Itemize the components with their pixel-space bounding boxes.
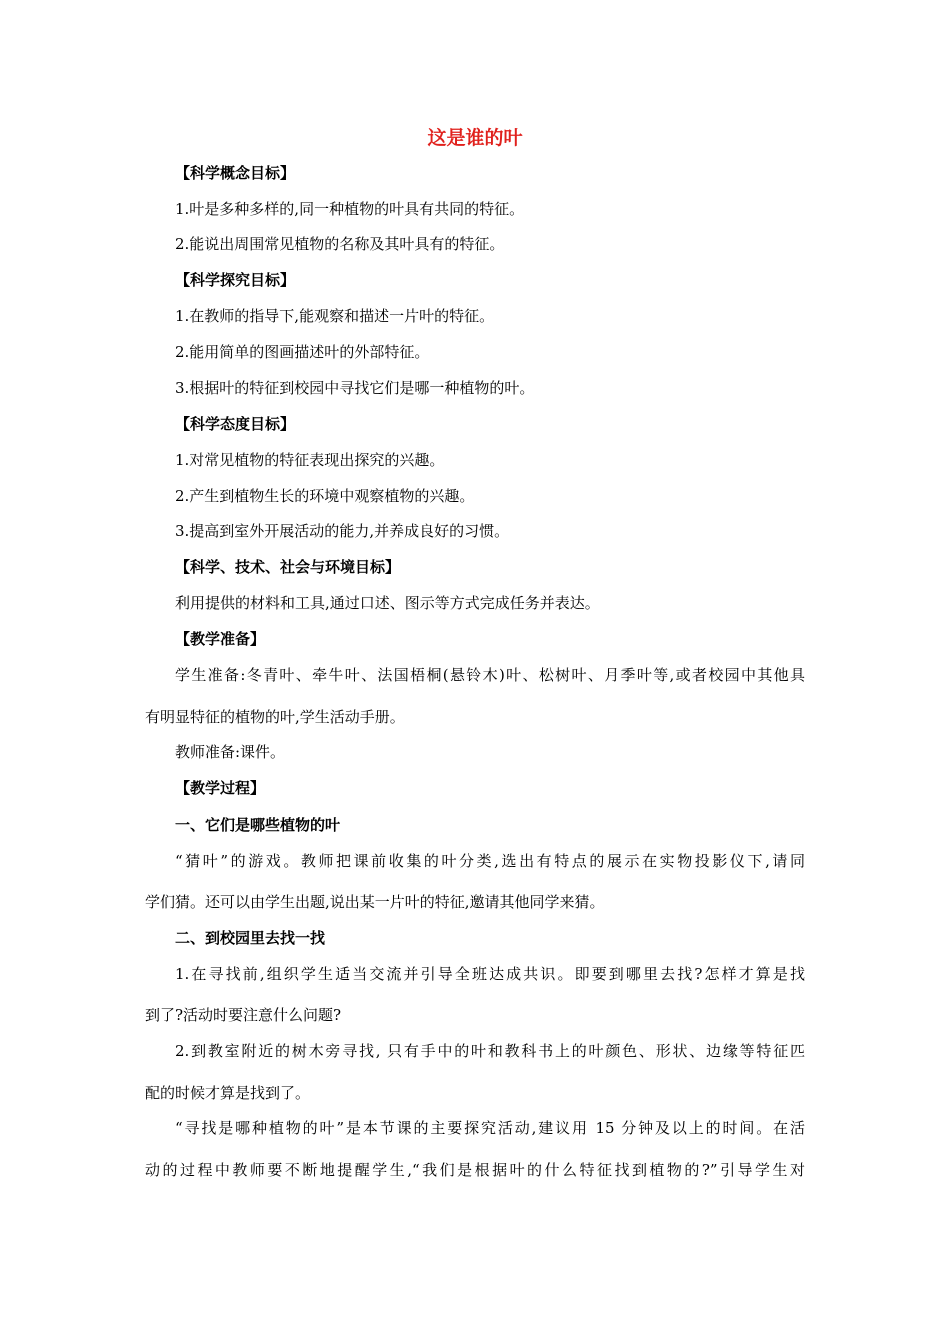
- prep-student-line-2: 有明显特征的植物的叶,学生活动手册。: [145, 708, 405, 726]
- process-part1-heading: 一、它们是哪些植物的叶: [175, 816, 341, 834]
- document-title: 这是谁的叶: [427, 127, 523, 149]
- process-part2-p1-line-2: 到了?活动时要注意什么问题?: [145, 1006, 342, 1024]
- process-part2-p2-line-2: 配的时候才算是找到了。: [145, 1084, 311, 1102]
- process-part2-p1-line-1: 1.在寻找前,组织学生适当交流并引导全班达成共识。即要到哪里去找?怎样才算是找: [175, 965, 805, 983]
- section-heading-concept: 【科学概念目标】: [175, 164, 296, 182]
- section-heading-process: 【教学过程】: [175, 779, 266, 797]
- prep-student-line-1: 学生准备:冬青叶、牵牛叶、法国梧桐(悬铃木)叶、松树叶、月季叶等,或者校园中其他具: [175, 666, 805, 684]
- inquiry-item-3: 3.根据叶的特征到校园中寻找它们是哪一种植物的叶。: [175, 379, 535, 397]
- stse-item-1: 利用提供的材料和工具,通过口述、图示等方式完成任务并表达。: [175, 594, 600, 612]
- process-part2-heading: 二、到校园里去找一找: [175, 929, 326, 947]
- inquiry-item-1: 1.在教师的指导下,能观察和描述一片叶的特征。: [175, 307, 495, 325]
- process-part2-p3-line-1: “寻找是哪种植物的叶”是本节课的主要探究活动,建议用 15 分钟及以上的时间。在活: [175, 1119, 805, 1137]
- attitude-item-1: 1.对常见植物的特征表现出探究的兴趣。: [175, 451, 445, 469]
- process-part1-line-2: 学们猜。还可以由学生出题,说出某一片叶的特征,邀请其他同学来猜。: [145, 893, 605, 911]
- concept-item-1: 1.叶是多种多样的,同一种植物的叶具有共同的特征。: [175, 200, 525, 218]
- section-heading-prep: 【教学准备】: [175, 630, 266, 648]
- inquiry-item-2: 2.能用简单的图画描述叶的外部特征。: [175, 343, 430, 361]
- prep-teacher: 教师准备:课件。: [175, 743, 286, 761]
- attitude-item-2: 2.产生到植物生长的环境中观察植物的兴趣。: [175, 487, 475, 505]
- process-part2-p3-line-2: 动的过程中教师要不断地提醒学生,“我们是根据叶的什么特征找到植物的?”引导学生对: [145, 1161, 805, 1179]
- process-part2-p2-line-1: 2.到教室附近的树木旁寻找, 只有手中的叶和教科书上的叶颜色、形状、边缘等特征匹: [175, 1042, 805, 1060]
- process-part1-line-1: “猜叶”的游戏。教师把课前收集的叶分类,选出有特点的展示在实物投影仪下,请同: [175, 852, 805, 870]
- section-heading-attitude: 【科学态度目标】: [175, 415, 296, 433]
- attitude-item-3: 3.提高到室外开展活动的能力,并养成良好的习惯。: [175, 522, 510, 540]
- concept-item-2: 2.能说出周围常见植物的名称及其叶具有的特征。: [175, 235, 505, 253]
- section-heading-stse: 【科学、技术、社会与环境目标】: [175, 558, 401, 576]
- section-heading-inquiry: 【科学探究目标】: [175, 271, 296, 289]
